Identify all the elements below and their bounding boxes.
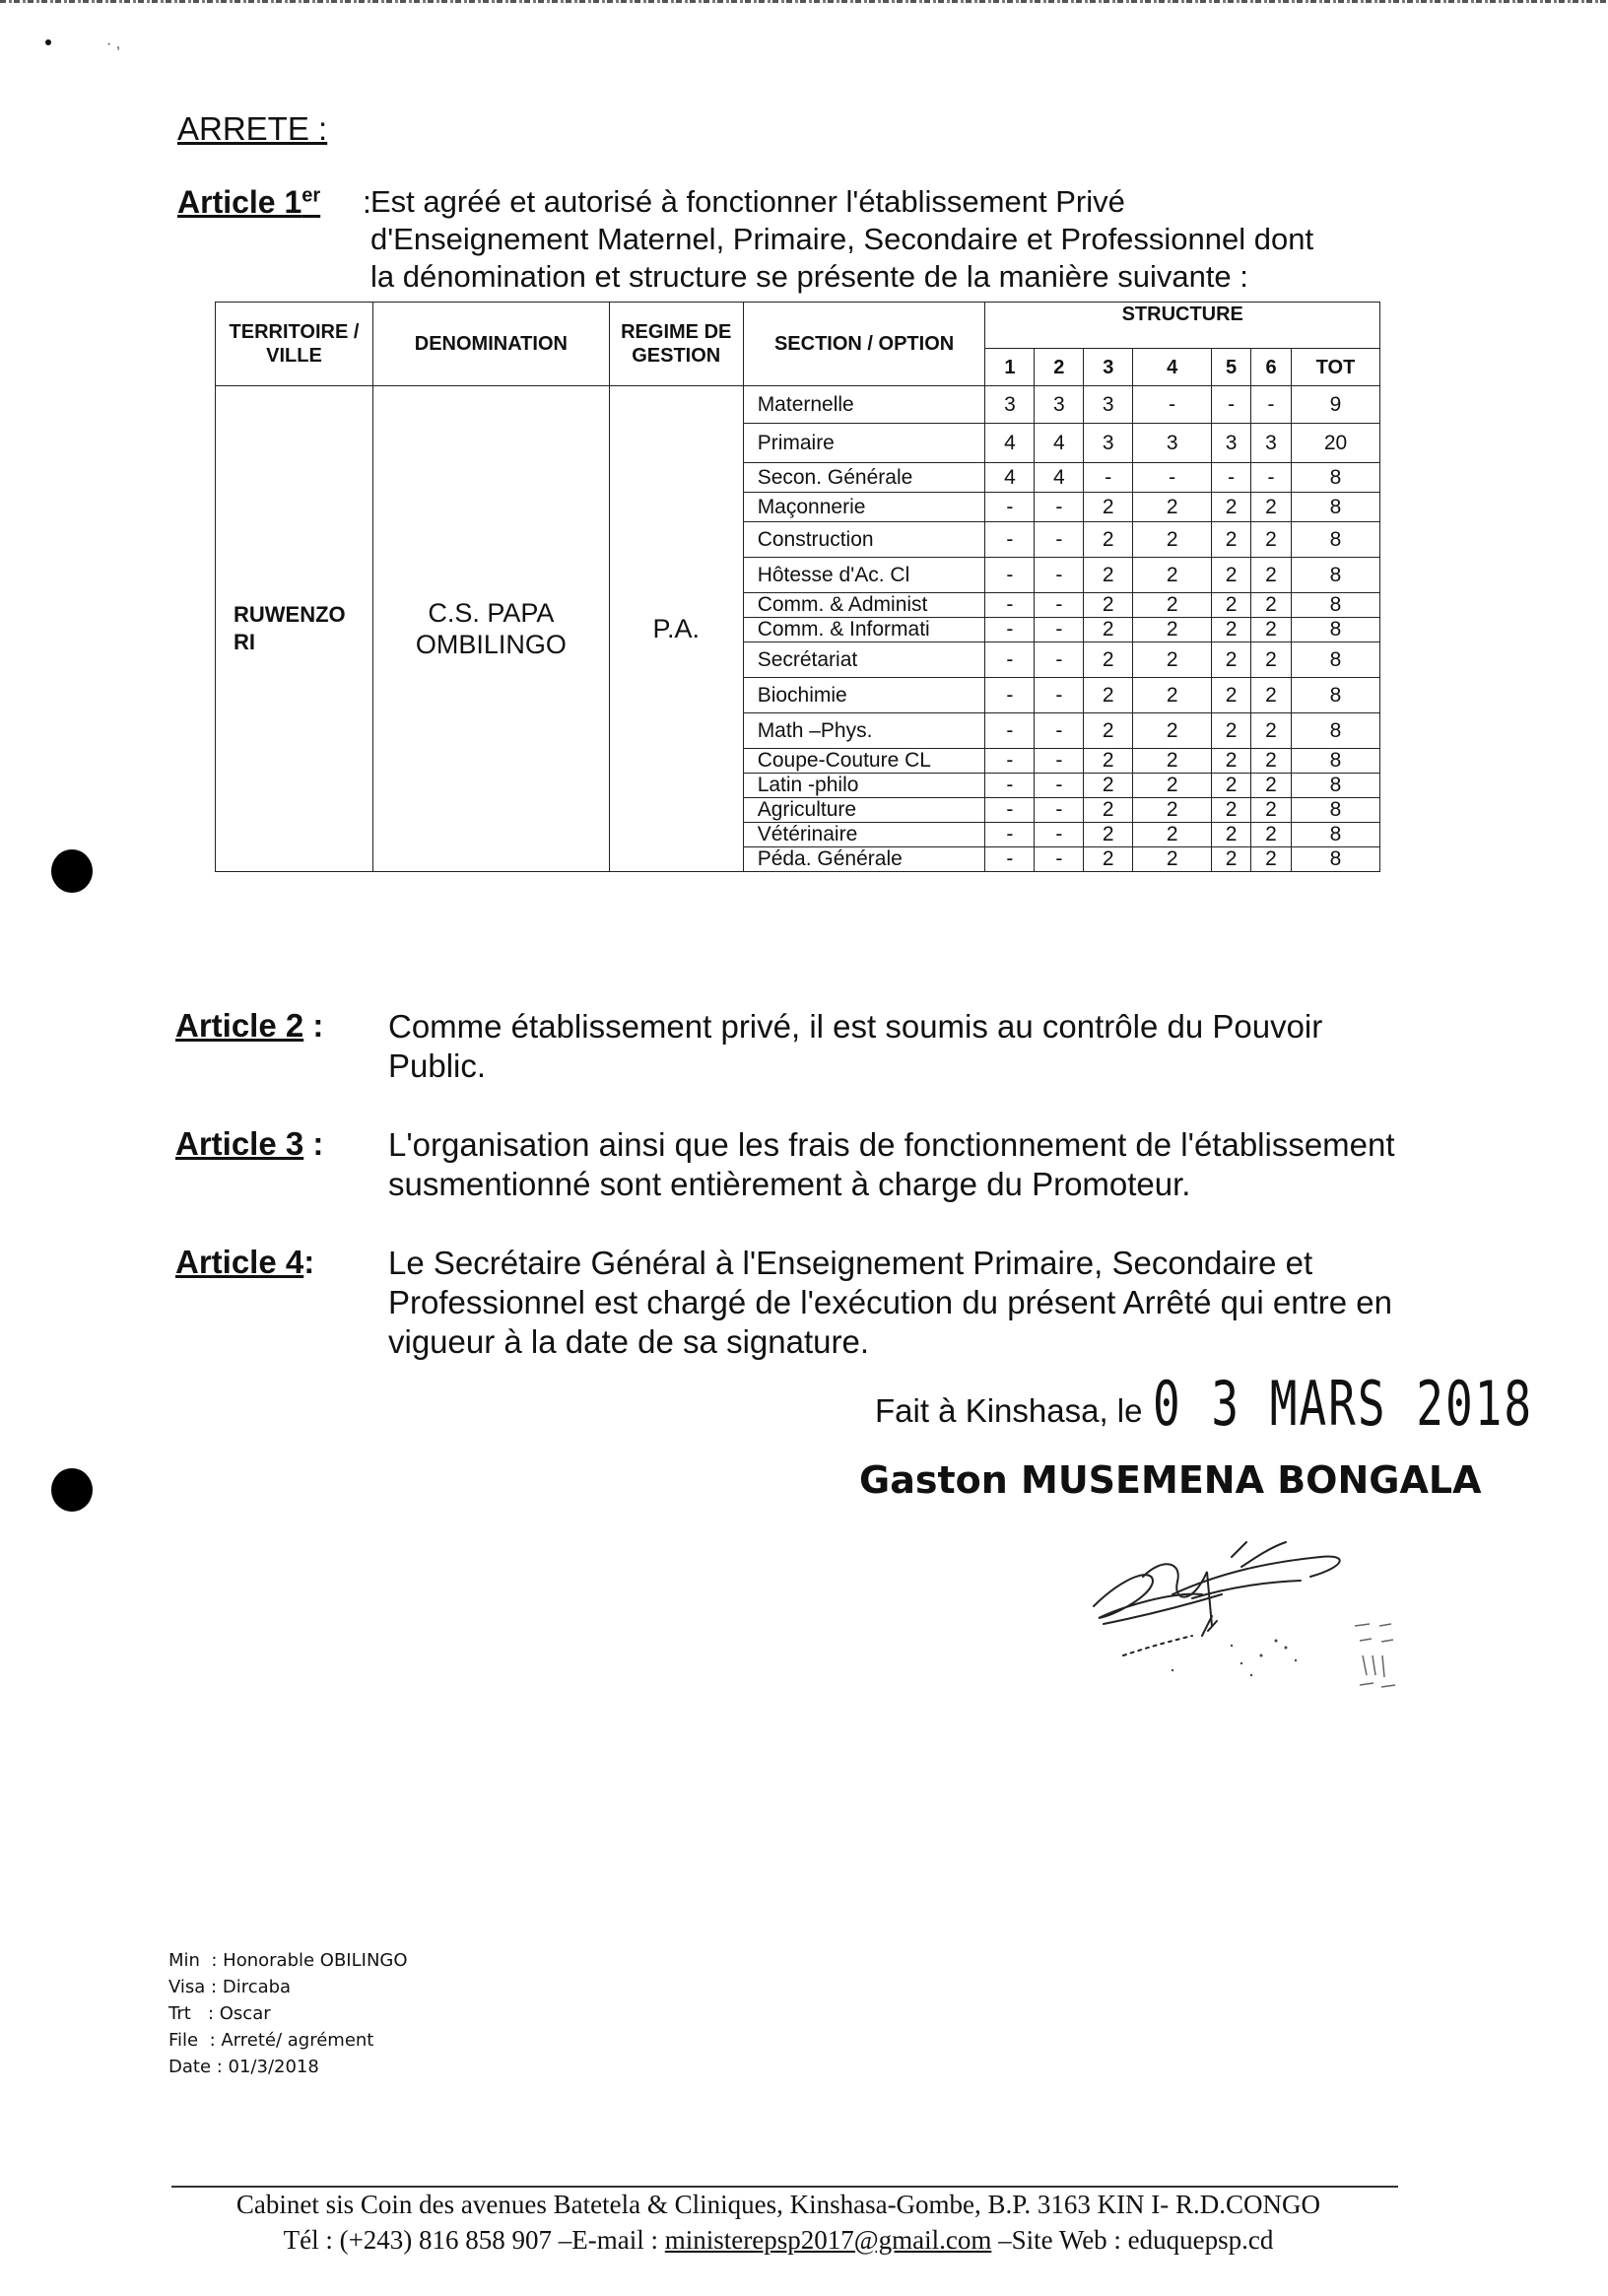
article-2-line: Comme établissement privé, il est soumis au contrôle du Pouvoir [388,1008,1323,1045]
section-option-cell: Vétérinaire [743,823,985,847]
table-row [216,386,1380,424]
year-count-cell: - [985,847,1035,872]
section-option-cell: Construction [743,522,985,558]
section-option-cell: Secon. Générale [743,463,985,493]
year-count-cell: 2 [1084,678,1133,713]
total-cell: 8 [1291,847,1379,872]
total-cell: 8 [1291,463,1379,493]
article-2-label: Article 2 : [175,1007,324,1044]
year-count-cell: 2 [1251,798,1292,823]
article-1-line: d'Enseignement Maternel, Primaire, Secondaire et Professionnel dont [370,222,1314,256]
total-cell: 8 [1291,749,1379,774]
year-count-cell: 2 [1133,522,1212,558]
article-2-line: Public. [388,1047,487,1084]
reference-line: File : Arreté/ agrément [168,2030,374,2051]
footer-tel: Tél : (+243) 816 858 907 –E-mail : [283,2225,665,2255]
year-count-cell: 2 [1133,713,1212,749]
year-count-cell: 3 [1084,386,1133,424]
year-count-cell: 2 [1251,618,1292,642]
year-count-cell: 2 [1212,642,1251,678]
header-territoire: TERRITOIRE / VILLE [216,303,373,386]
scan-top-edge [0,0,1608,3]
year-count-cell: 2 [1212,713,1251,749]
year-count-cell: 2 [1251,678,1292,713]
section-option-cell: Math –Phys. [743,713,985,749]
year-count-cell: 4 [1035,424,1084,463]
year-count-cell: - [1035,749,1084,774]
total-cell: 8 [1291,618,1379,642]
denomination-cell: C.S. PAPA OMBILINGO [372,386,609,872]
year-count-cell: - [1251,386,1292,424]
year-count-cell: 2 [1251,593,1292,618]
signature-image [1084,1537,1419,1715]
header-col: 3 [1084,349,1133,386]
year-count-cell: 2 [1133,774,1212,798]
scan-speck [45,39,51,45]
year-count-cell: - [985,823,1035,847]
year-count-cell: - [1035,847,1084,872]
year-count-cell: 2 [1212,774,1251,798]
article-4-line: Le Secrétaire Général à l'Enseignement Primaire, Secondaire et [388,1245,1313,1281]
year-count-cell: 2 [1251,493,1292,522]
year-count-cell: 2 [1084,642,1133,678]
year-count-cell: - [1212,463,1251,493]
signatory-name: Gaston MUSEMENA BONGALA [859,1458,1482,1502]
article-1-text [370,183,1423,296]
year-count-cell: - [985,642,1035,678]
year-count-cell: 2 [1133,493,1212,522]
year-count-cell: 3 [1251,424,1292,463]
year-count-cell: 2 [1084,713,1133,749]
year-count-cell: - [1035,493,1084,522]
year-count-cell: 4 [1035,463,1084,493]
year-count-cell: 2 [1212,823,1251,847]
year-count-cell: - [985,713,1035,749]
year-count-cell: - [1035,642,1084,678]
year-count-cell: 2 [1084,798,1133,823]
total-cell: 8 [1291,642,1379,678]
year-count-cell: - [1035,522,1084,558]
year-count-cell: - [1212,386,1251,424]
section-option-cell: Secrétariat [743,642,985,678]
article-1-colon: : [363,184,371,220]
article-4-line: vigueur à la date de sa signature. [388,1323,869,1360]
territory-cell: RUWENZO RI [216,386,373,872]
reference-block [168,1947,408,2080]
section-option-cell: Maternelle [743,386,985,424]
year-count-cell: 2 [1212,847,1251,872]
section-option-cell: Agriculture [743,798,985,823]
section-option-cell: Maçonnerie [743,493,985,522]
section-option-cell: Primaire [743,424,985,463]
year-count-cell: 2 [1251,713,1292,749]
article-2-text [388,1007,1421,1086]
year-count-cell: 2 [1212,798,1251,823]
header-col: 5 [1212,349,1251,386]
year-count-cell: 2 [1212,522,1251,558]
year-count-cell: 2 [1133,558,1212,593]
footer-address: Cabinet sis Coin des avenues Batetela & Cliniques, Kinshasa-Gombe, B.P. 3163 KIN I- R.D.CONGO [235,2190,1321,2219]
footer-email-link[interactable]: ministerepsp2017@gmail.com [664,2225,992,2255]
year-count-cell: 2 [1084,749,1133,774]
year-count-cell: 2 [1251,823,1292,847]
section-option-cell: Péda. Générale [743,847,985,872]
year-count-cell: 2 [1251,847,1292,872]
year-count-cell: 2 [1133,678,1212,713]
total-cell: 8 [1291,823,1379,847]
year-count-cell: - [985,558,1035,593]
table-body [216,386,1380,872]
total-cell: 8 [1291,522,1379,558]
year-count-cell: 2 [1084,618,1133,642]
article-3-text [388,1125,1421,1204]
article-3-line: susmentionné sont entièrement à charge du Promoteur. [388,1166,1191,1202]
header-col: 1 [985,349,1035,386]
punch-hole [51,849,93,893]
article-4-label: Article 4: [175,1244,315,1280]
year-count-cell: 2 [1084,558,1133,593]
year-count-cell: - [985,798,1035,823]
total-cell: 8 [1291,678,1379,713]
reference-line: Trt : Oscar [168,2003,271,2024]
year-count-cell: - [1035,774,1084,798]
year-count-cell: 3 [1035,386,1084,424]
year-count-cell: - [1035,618,1084,642]
header-col: 6 [1251,349,1292,386]
year-count-cell: - [1035,558,1084,593]
year-count-cell: - [1035,678,1084,713]
total-cell: 8 [1291,713,1379,749]
year-count-cell: 3 [1133,424,1212,463]
year-count-cell: 2 [1084,593,1133,618]
scan-mark: · , [106,35,121,52]
total-cell: 8 [1291,798,1379,823]
year-count-cell: 2 [1212,558,1251,593]
year-count-cell: - [1035,798,1084,823]
structure-table [215,302,1380,872]
year-count-cell: - [985,593,1035,618]
year-count-cell: 2 [1084,823,1133,847]
total-cell: 8 [1291,493,1379,522]
year-count-cell: - [985,618,1035,642]
header-regime: REGIME DE GESTION [609,303,743,386]
year-count-cell: 2 [1084,493,1133,522]
year-count-cell: 2 [1084,774,1133,798]
footer-contact [138,2225,1419,2256]
year-count-cell: 2 [1133,847,1212,872]
section-option-cell: Coupe-Couture CL [743,749,985,774]
year-count-cell: 2 [1251,642,1292,678]
article-3-line: L'organisation ainsi que les frais de fonctionnement de l'établissement [388,1126,1395,1163]
footer-divider [171,2186,1398,2188]
footer-site: –Site Web : eduquepsp.cd [991,2225,1274,2255]
header-denomination: DENOMINATION [372,303,609,386]
regime-cell: P.A. [609,386,743,872]
year-count-cell: - [1035,593,1084,618]
year-count-cell: 3 [985,386,1035,424]
decree-heading: ARRETE : [177,110,328,147]
header-col: 4 [1133,349,1212,386]
total-cell: 8 [1291,593,1379,618]
section-option-cell: Comm. & Informati [743,618,985,642]
year-count-cell: - [1251,463,1292,493]
year-count-cell: 3 [1084,424,1133,463]
year-count-cell: - [985,678,1035,713]
year-count-cell: 2 [1133,749,1212,774]
header-col: 2 [1035,349,1084,386]
article-1-label: Article 1er [177,184,321,220]
year-count-cell: 2 [1212,749,1251,774]
section-option-cell: Hôtesse d'Ac. Cl [743,558,985,593]
year-count-cell: 2 [1212,618,1251,642]
year-count-cell: 2 [1212,678,1251,713]
year-count-cell: 2 [1251,558,1292,593]
year-count-cell: - [985,493,1035,522]
header-section: SECTION / OPTION [743,303,985,386]
punch-hole [51,1468,93,1512]
year-count-cell: 2 [1251,774,1292,798]
reference-line: Min : Honorable OBILINGO [168,1950,408,1971]
reference-line: Visa : Dircaba [168,1977,292,1997]
year-count-cell: - [985,749,1035,774]
place-date-label: Fait à Kinshasa, le [875,1392,1143,1429]
header-col: TOT [1291,349,1379,386]
reference-line: Date : 01/3/2018 [168,2057,319,2077]
year-count-cell: 4 [985,463,1035,493]
header-structure: STRUCTURE [985,303,1380,349]
year-count-cell: - [985,522,1035,558]
year-count-cell: 2 [1251,522,1292,558]
total-cell: 20 [1291,424,1379,463]
year-count-cell: 2 [1212,593,1251,618]
year-count-cell: - [1035,823,1084,847]
year-count-cell: 2 [1133,798,1212,823]
year-count-cell: 4 [985,424,1035,463]
year-count-cell: - [985,774,1035,798]
year-count-cell: 2 [1133,618,1212,642]
total-cell: 8 [1291,774,1379,798]
year-count-cell: - [1133,463,1212,493]
date-stamp: 0 3 MARS 2018 [1153,1368,1534,1440]
section-option-cell: Comm. & Administ [743,593,985,618]
total-cell: 8 [1291,558,1379,593]
year-count-cell: 2 [1133,593,1212,618]
year-count-cell: 2 [1084,522,1133,558]
year-count-cell: - [1035,713,1084,749]
section-option-cell: Biochimie [743,678,985,713]
year-count-cell: - [1133,386,1212,424]
article-4-text [388,1244,1421,1362]
article-1-line: Est agréé et autorisé à fonctionner l'établissement Privé [370,184,1125,219]
year-count-cell: 2 [1084,847,1133,872]
year-count-cell: 2 [1212,493,1251,522]
year-count-cell: 3 [1212,424,1251,463]
article-3-label: Article 3 : [175,1125,324,1162]
article-4-line: Professionnel est chargé de l'exécution du présent Arrêté qui entre en [388,1284,1392,1320]
year-count-cell: 2 [1251,749,1292,774]
year-count-cell: 2 [1133,823,1212,847]
article-1-line: la dénomination et structure se présente de la manière suivante : [370,259,1248,294]
section-option-cell: Latin -philo [743,774,985,798]
year-count-cell: 2 [1133,642,1212,678]
year-count-cell: - [1084,463,1133,493]
total-cell: 9 [1291,386,1379,424]
